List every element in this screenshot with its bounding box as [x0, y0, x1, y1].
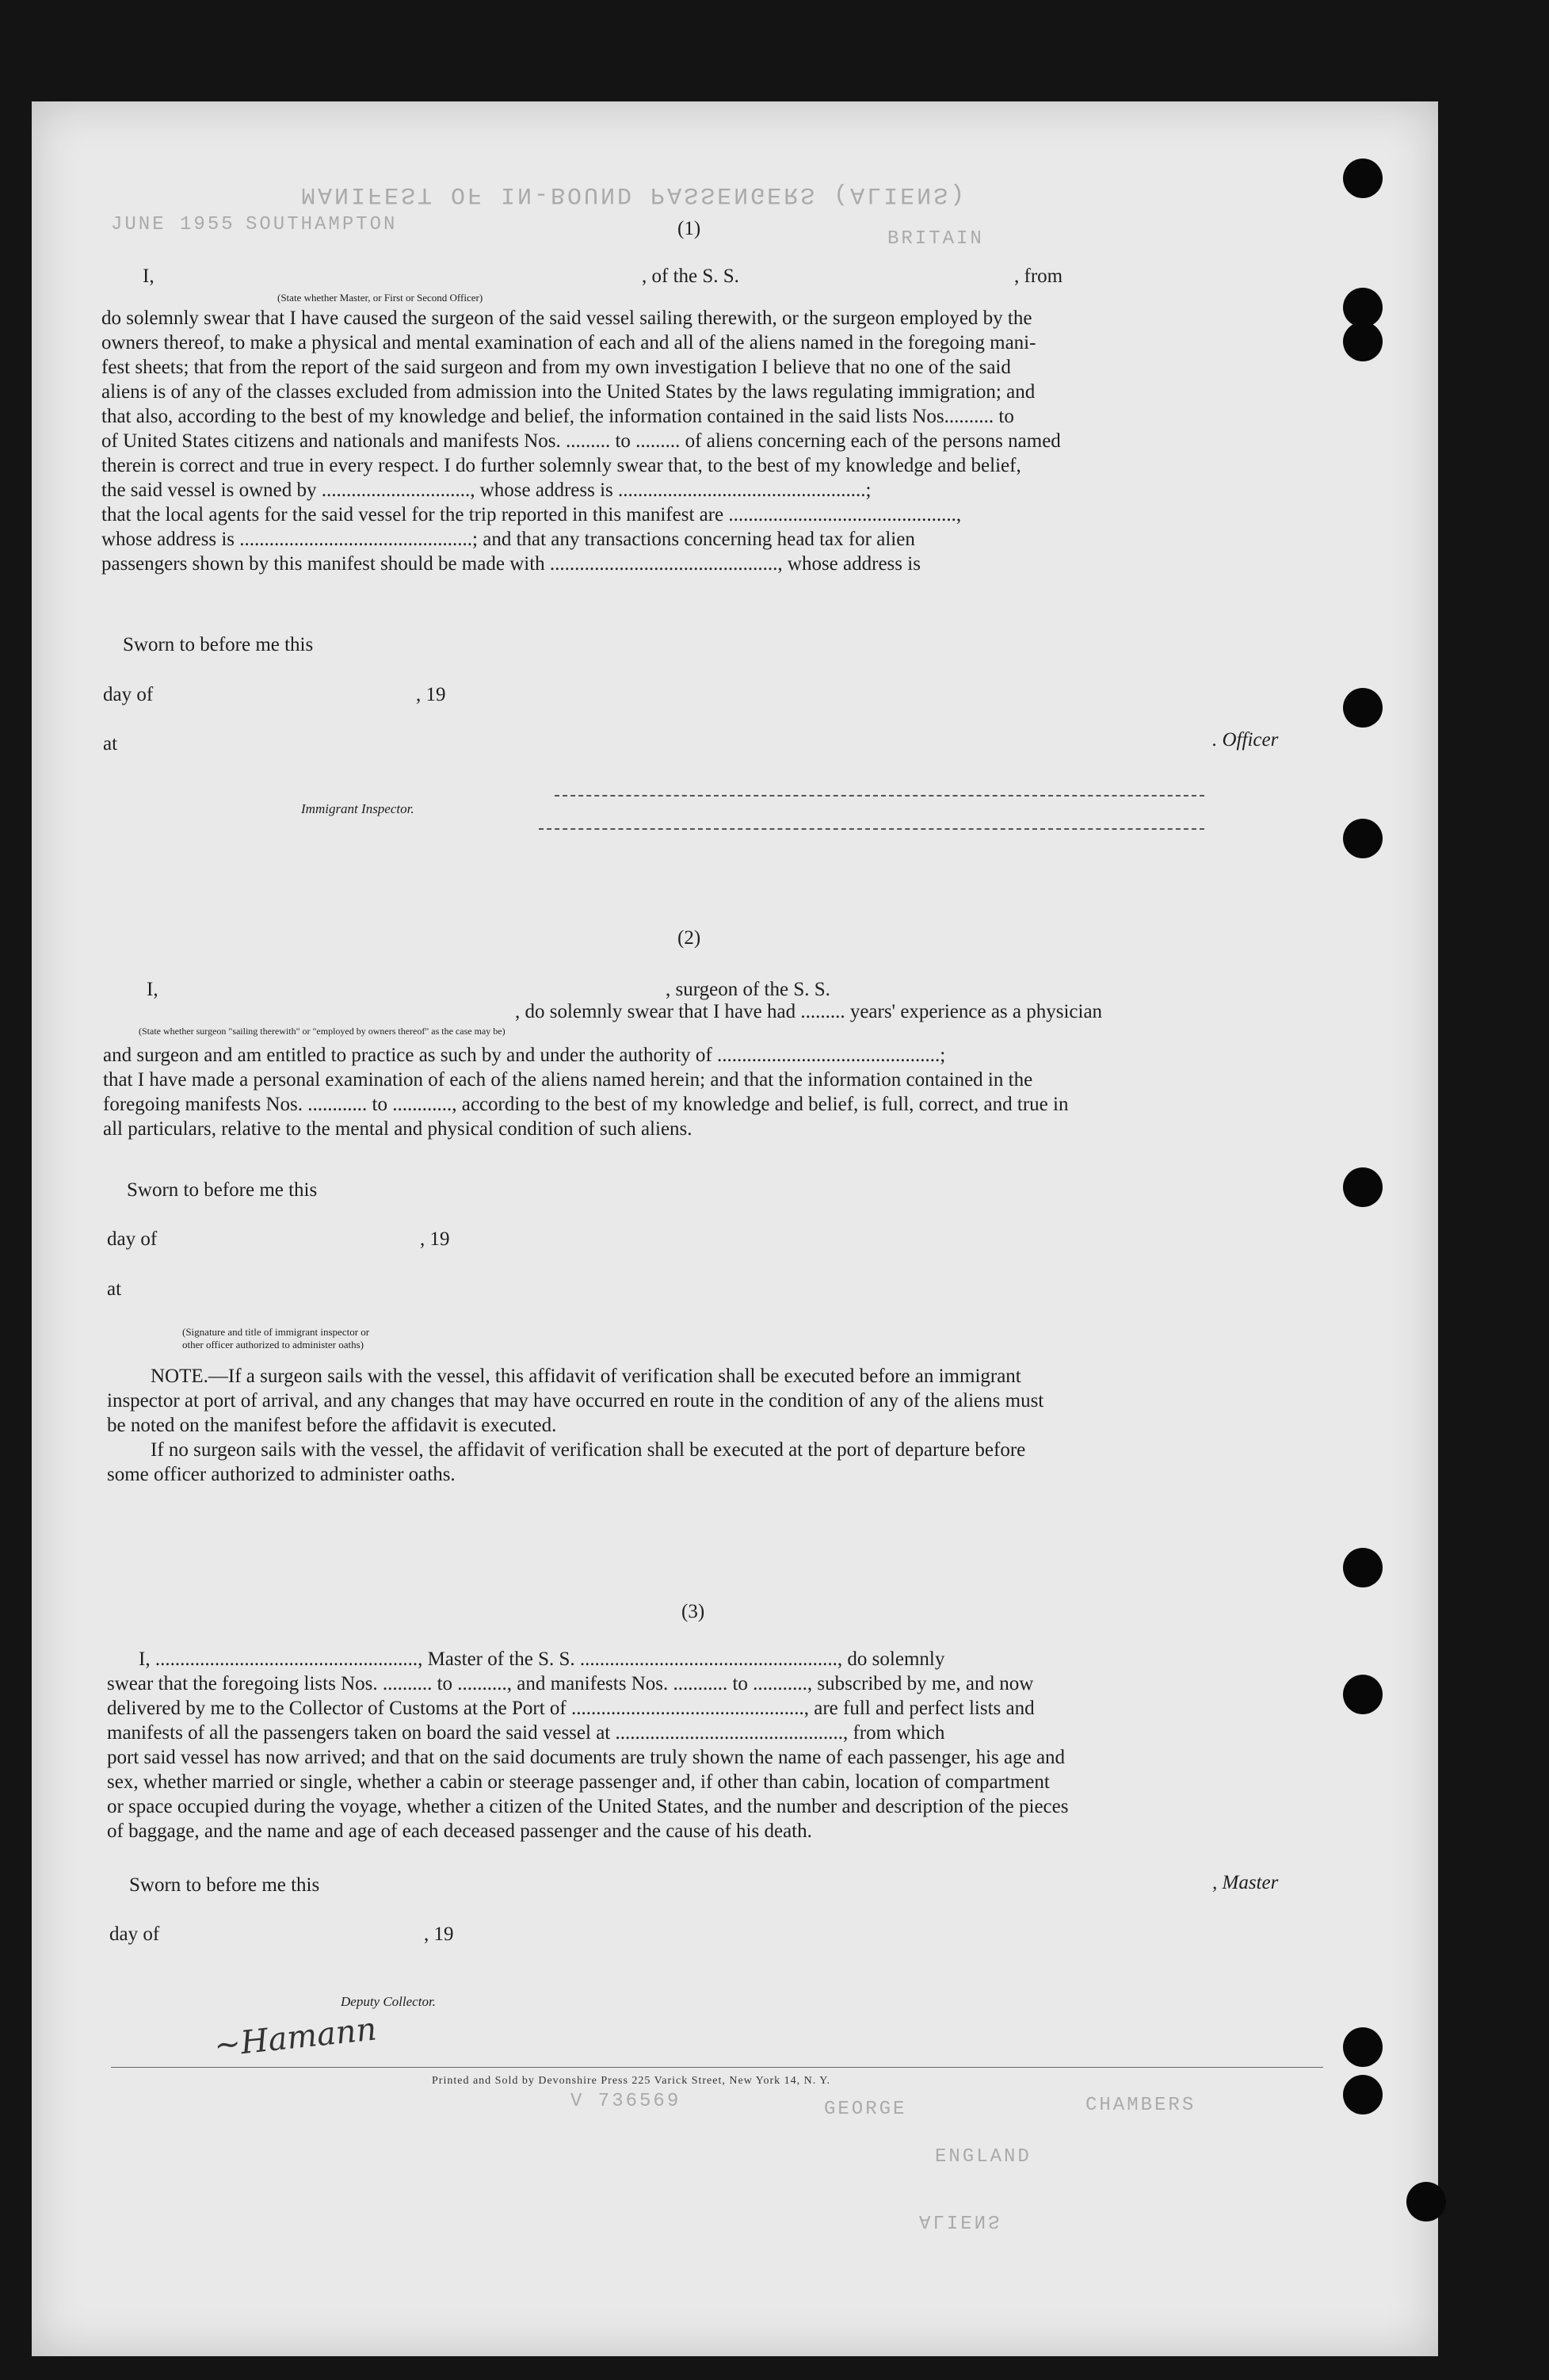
footer-rule — [111, 2067, 1323, 2068]
year-label: , 19 — [424, 1923, 454, 1945]
signature-line — [555, 795, 1204, 797]
section-2-swear: , do solemnly swear that I have had ......... years' experience as a physician — [515, 1001, 1103, 1022]
bleed-through-text: CHAMBERS — [1085, 2095, 1196, 2116]
section-1-i-label: I, — [143, 266, 155, 287]
punch-hole — [1406, 2182, 1446, 2221]
oath-line: delivered by me to the Collector of Customs at the Port of ..............................................., are full and perfect lists and — [107, 1698, 1035, 1719]
bleed-through-text: SOUTHAMPTON — [246, 214, 398, 235]
oath-line: foregoing manifests Nos. ............ to ............, according to the best of my knowledge and belief, is full, correct, and true in — [103, 1094, 1069, 1115]
oath-line: whose address is ...............................................; and that any transactions concerning head tax for alien — [101, 529, 915, 550]
oath-line: or space occupied during the voyage, whether a citizen of the United States, and the number and description of the pieces — [107, 1796, 1069, 1817]
at-label: at — [107, 1278, 122, 1300]
oath-line: the said vessel is owned by .............................., whose address is ..................................................; — [101, 479, 872, 501]
oath-line: swear that the foregoing lists Nos. .......... to .........., and manifests Nos. ........... to ..........., subscribed by me, and now — [107, 1673, 1034, 1694]
note-line: NOTE.—If a surgeon sails with the vessel, this affidavit of verification shall be executed before an immigrant — [151, 1366, 1021, 1387]
signature-note: (Signature and title of immigrant inspector or — [182, 1326, 370, 1338]
oath-line: and surgeon and am entitled to practice as such by and under the authority of .............................................; — [103, 1045, 946, 1066]
bleed-through-text: BRITAIN — [887, 228, 984, 250]
sworn-label: Sworn to before me this — [127, 1179, 318, 1201]
section-2-note — [107, 1364, 1323, 1487]
signature-scrawl: ~Hamann — [212, 2011, 379, 2065]
manifest-page — [32, 101, 1438, 2356]
day-of-label: day of — [109, 1923, 160, 1945]
oath-line: that I have made a personal examination of each of the aliens named herein; and that the information contained in the — [103, 1069, 1033, 1091]
section-2-number: (2) — [677, 927, 701, 949]
master-label: , Master — [1212, 1872, 1279, 1893]
section-1-from: , from — [1014, 266, 1063, 287]
bleed-through-text: ALIENS — [919, 2210, 1002, 2231]
signature-note: other officer authorized to administer oaths) — [182, 1339, 364, 1350]
oath-line: manifests of all the passengers taken on board the said vessel at .............................................., from which — [107, 1722, 945, 1744]
section-1-number: (1) — [677, 218, 701, 239]
bleed-through-text: JUNE 1955 — [111, 214, 235, 235]
bleed-through-text: ENGLAND — [935, 2146, 1032, 2168]
oath-line: sex, whether married or single, whether a cabin or steerage passenger and, if other than cabin, location of compartment — [107, 1771, 1050, 1793]
day-of-label: day of — [107, 1228, 158, 1250]
bleed-through-text: GEORGE — [824, 2099, 907, 2120]
oath-line: that the local agents for the said vessel for the trip reported in this manifest are .............................................., — [101, 504, 962, 525]
punch-hole — [1343, 2075, 1383, 2114]
officer-label: . Officer — [1212, 729, 1279, 751]
section-3-oath-text — [107, 1647, 1323, 1843]
note-line: inspector at port of arrival, and any changes that may have occurred en route in the condition of any of the aliens must — [107, 1390, 1044, 1412]
sworn-label: Sworn to before me this — [123, 634, 314, 655]
punch-hole — [1343, 1675, 1383, 1714]
section-2-i-label: I, — [147, 979, 158, 1000]
section-3-number: (3) — [681, 1601, 705, 1622]
oath-line: passengers shown by this manifest should be made with .............................................., whose address is — [101, 553, 921, 575]
note-line: some officer authorized to administer oaths. — [107, 1464, 456, 1485]
at-label: at — [103, 733, 118, 754]
oath-line: owners thereof, to make a physical and mental examination of each and all of the aliens named in the foregoing mani- — [101, 332, 1036, 353]
year-label: , 19 — [420, 1228, 450, 1250]
punch-hole — [1343, 1167, 1383, 1207]
bleed-through-text: V 736569 — [570, 2091, 681, 2112]
sworn-label: Sworn to before me this — [129, 1874, 320, 1896]
oath-line: that also, according to the best of my knowledge and belief, the information contained in the said lists Nos.......... to — [101, 406, 1014, 427]
punch-hole — [1343, 159, 1383, 198]
punch-hole — [1343, 2027, 1383, 2067]
oath-line: therein is correct and true in every respect. I do further solemnly swear that, to the best of my knowledge and belief, — [101, 455, 1021, 476]
oath-line: aliens is of any of the classes excluded from admission into the United States by the laws regulating immigration; and — [101, 381, 1036, 403]
punch-hole — [1343, 1548, 1383, 1587]
note-line: be noted on the manifest before the affidavit is executed. — [107, 1415, 557, 1436]
day-of-label: day of — [103, 684, 154, 705]
oath-line: all particulars, relative to the mental and physical condition of such aliens. — [103, 1118, 692, 1140]
punch-hole — [1343, 819, 1383, 858]
punch-hole — [1343, 322, 1383, 361]
section-2-surgeon-of: , surgeon of the S. S. — [666, 979, 830, 1000]
oath-line: do solemnly swear that I have caused the surgeon of the said vessel sailing therewith, or the surgeon employed by the — [101, 308, 1032, 329]
section-1-of-ss: , of the S. S. — [642, 266, 739, 287]
year-label: , 19 — [416, 684, 446, 705]
bleed-through-text: MANIFEST OF IN-BOUND PASSENGERS (ALIENS) — [301, 181, 967, 208]
section-1-state-note: (State whether Master, or First or Second Officer) — [277, 292, 483, 304]
oath-line: of United States citizens and nationals and manifests Nos. ......... to ......... of aliens concerning each of the persons named — [101, 430, 1061, 452]
signature-line — [539, 828, 1204, 830]
section-2-oath-text — [103, 1043, 1327, 1141]
punch-hole — [1343, 688, 1383, 728]
oath-line: port said vessel has now arrived; and that on the said documents are truly shown the name of each passenger, his age and — [107, 1747, 1066, 1768]
section-1-oath-text — [101, 306, 1326, 576]
deputy-collector-label: Deputy Collector. — [341, 1994, 436, 2009]
note-line: If no surgeon sails with the vessel, the affidavit of verification shall be executed at the port of departure before — [151, 1439, 1026, 1461]
oath-line: I, ....................................................., Master of the S. S. ...................................................., do solemnly — [139, 1648, 945, 1670]
printer-imprint: Printed and Sold by Devonshire Press 225 Varick Street, New York 14, N. Y. — [432, 2075, 831, 2087]
inspector-label: Immigrant Inspector. — [301, 801, 414, 816]
oath-line: of baggage, and the name and age of each deceased passenger and the cause of his death. — [107, 1820, 812, 1842]
oath-line: fest sheets; that from the report of the said surgeon and from my own investigation I believe that no one of the said — [101, 357, 1011, 378]
section-2-state-note: (State whether surgeon "sailing therewith" or "employed by owners thereof" as the case may be) — [139, 1026, 506, 1037]
